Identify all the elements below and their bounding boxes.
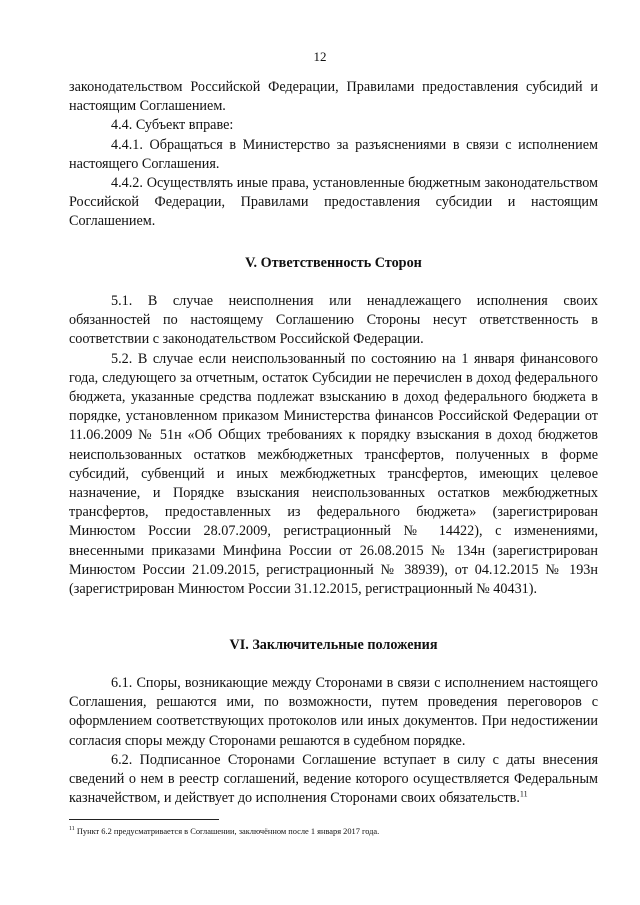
section5-heading: V. Ответственность Сторон [245,255,422,271]
section5-body [69,292,598,599]
section6-heading: VI. Заключительные положения [229,637,438,653]
footnote [69,826,598,837]
paragraph: 5.2. В случае если неиспользованный по состоянию на 1 января финансового года, следующего за отчетным, остаток Субсидии не перечислен в доход федерального бюджета, указанные средства подлежат взысканию в доход федерального бюджета в порядке, установленном приказом Министерства финансов Российской Федерации от 11.06.2009 № 51н «Об Общих требованиях к порядку взыскания в доход бюджетов неиспользованных остатков межбюджетных трансфертов, полученных в форме субсидий, субвенций и иных межбюджетных трансфертов, имеющих целевое назначение, и Порядке взыскания неиспользованных остатков межбюджетных трансфертов, предоставленных из федерального бюджета» (зарегистрирован Минюстом России 28.07.2009, регистрационный № 14422), с изменениями, внесенными приказами Минфина России от 26.08.2015 № 134н (зарегистрирован Минюстом России 21.09.2015, регистрационный № 38939), от 04.12.2015 № 193н (зарегистрирован Минюстом России 31.12.2015, регистрационный № 40431). [69,350,598,598]
section4-continuation [69,78,598,232]
paragraph: 4.4.2. Осуществлять иные права, установленные бюджетным законодательством Российской Федерации, Правилами предоставления субсидии и настоящим Соглашением. [69,175,598,230]
footnote-text: Пункт 6.2 предусматривается в Соглашении, заключённом после 1 января 2017 года. [74,827,380,836]
paragraph: 5.1. В случае неисполнения или ненадлежащего исполнения своих обязанностей по настоящему Соглашению Стороны несут ответственность в соответствии с законодательством Российской Федерации. [69,293,598,348]
paragraph: 4.4. Субъект вправе: [111,117,234,134]
footnote-number: 11 [69,826,75,833]
footnote-ref: 11 [519,789,528,799]
paragraph-text: 6.2. Подписанное Сторонами Соглашение вступает в силу с даты внесения сведений о нем в реестр соглашений, ведение которого осуществляется Федеральным казначейством, и действует до исполнения Сторонами своих обязательств. [69,751,598,807]
paragraph: 4.4.1. Обращаться в Министерство за разъяснениями в связи с исполнением настоящего Соглашения. [69,136,598,172]
page-number: 12 [313,49,327,64]
section6-body [69,674,598,808]
paragraph: 6.1. Споры, возникающие между Сторонами в связи с исполнением настоящего Соглашения, решаются ими, по возможности, путем проведения переговоров с оформлением соответствующих протоколов или иных документов. При недостижении согласия споры между Сторонами решаются в судебном порядке. [69,675,598,749]
paragraph: законодательством Российской Федерации, Правилами предоставления субсидий и настоящим Соглашением. [69,79,598,115]
footnote-divider [69,819,219,820]
paragraph [69,751,598,809]
